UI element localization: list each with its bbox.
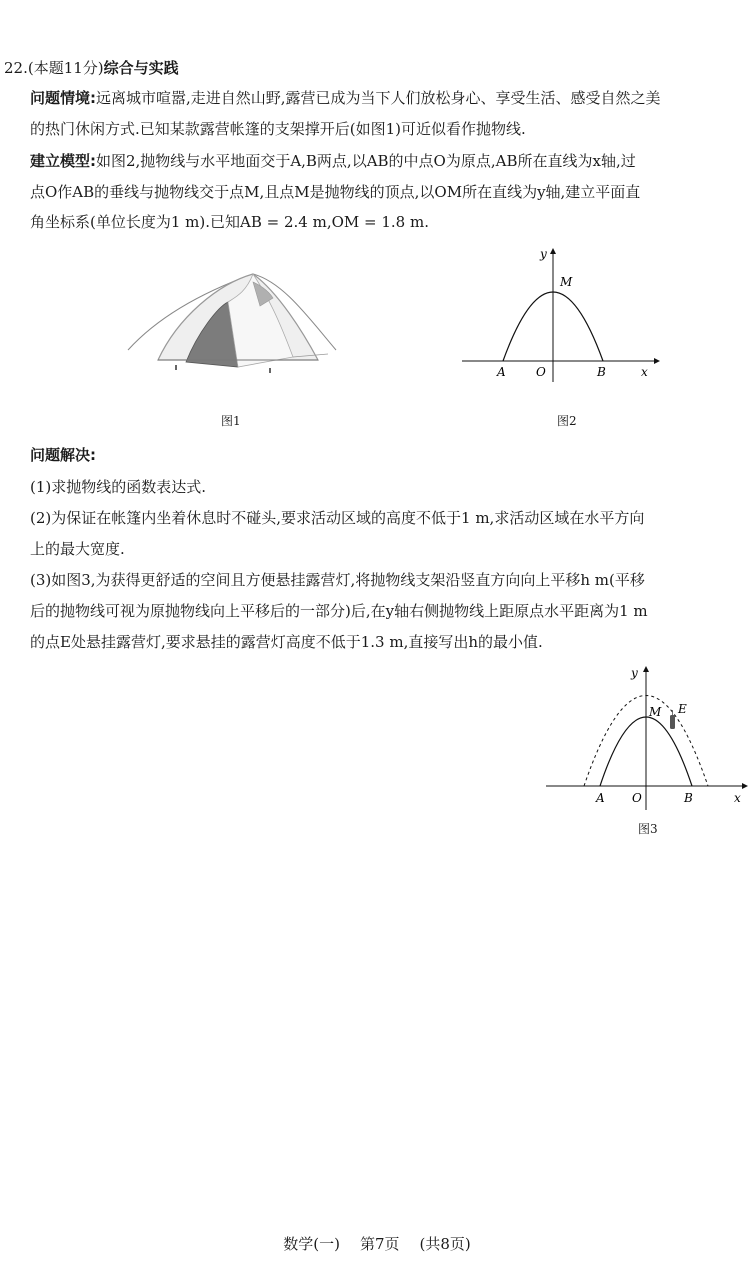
figure-1-caption: 图1 <box>221 414 241 428</box>
solve-q3-line-3: 的点E处悬挂露营灯,要求悬挂的露营灯高度不低于1.3 m,直接写出h的最小值. <box>30 633 543 651</box>
figure-3-graph <box>540 660 750 820</box>
solve-q1: (1)求抛物线的函数表达式. <box>30 478 207 496</box>
solve-q3-line-1: (3)如图3,为获得更舒适的空间且方便悬挂露营灯,将抛物线支架沿竖直方向向上平移h m(平移 <box>30 571 645 589</box>
fig3-label-M: M <box>649 705 662 719</box>
model-label: 建立模型: <box>30 152 96 170</box>
fig3-label-x: x <box>734 791 741 805</box>
fig2-y-arrow <box>550 248 556 254</box>
model-text-2: 点O作AB的垂线与抛物线交于点M,且点M是抛物线的顶点,以OM所在直线为y轴,建立平面直 <box>30 183 641 201</box>
fig3-label-O: O <box>632 791 642 805</box>
fig2-x-arrow <box>654 358 660 364</box>
fig3-label-E: E <box>678 702 687 716</box>
footer-total: (共8页) <box>419 1235 471 1253</box>
fig2-label-M: M <box>560 275 573 289</box>
situation-text-2: 的热门休闲方式.已知某款露营帐篷的支架撑开后(如图1)可近似看作抛物线. <box>30 120 526 138</box>
question-score: (本题11分) <box>27 59 104 77</box>
footer-page: 第7页 <box>359 1235 400 1253</box>
fig2-label-y: y <box>540 247 547 261</box>
fig2-label-x: x <box>641 365 648 379</box>
fig3-label-B: B <box>684 791 693 805</box>
situation-text-1: 远离城市喧嚣,走进自然山野,露营已成为当下人们放松身心、享受生活、感受自然之美 <box>96 89 661 107</box>
figure-3-caption: 图3 <box>638 822 658 836</box>
page-footer <box>0 1233 754 1254</box>
fig2-label-O: O <box>536 365 546 379</box>
solve-label: 问题解决: <box>30 446 96 464</box>
fig3-x-arrow <box>742 783 748 789</box>
situation-line-1 <box>30 88 661 108</box>
model-text-1: 如图2,抛物线与水平地面交于A,B两点,以AB的中点O为原点,AB所在直线为x轴,过 <box>96 152 636 170</box>
fig2-label-A: A <box>497 365 506 379</box>
model-line-1 <box>30 151 636 171</box>
figure-2-caption: 图2 <box>557 414 577 428</box>
question-heading <box>4 58 179 78</box>
footer-subject: 数学(一) <box>283 1235 340 1253</box>
fig3-label-y: y <box>631 666 638 680</box>
question-title: 综合与实践 <box>103 59 179 77</box>
solve-q3-line-2: 后的抛物线可视为原抛物线向上平移后的一部分)后,在y轴右侧抛物线上距原点水平距离为1 m <box>30 602 648 620</box>
solve-q2-line-1: (2)为保证在帐篷内坐着休息时不碰头,要求活动区域的高度不低于1 m,求活动区域在水平方向 <box>30 509 645 527</box>
question-number: 22. <box>4 59 28 77</box>
solve-q2-line-2: 上的最大宽度. <box>30 540 125 558</box>
fig3-y-arrow <box>643 666 649 672</box>
tent-illustration <box>118 262 343 382</box>
figure-2-graph <box>458 240 668 390</box>
situation-label: 问题情境: <box>30 89 96 107</box>
camping-lamp-icon <box>670 715 675 729</box>
fig3-label-A: A <box>596 791 605 805</box>
model-text-3: 角坐标系(单位长度为1 m).已知AB = 2.4 m,OM = 1.8 m. <box>30 213 429 231</box>
fig2-label-B: B <box>597 365 606 379</box>
